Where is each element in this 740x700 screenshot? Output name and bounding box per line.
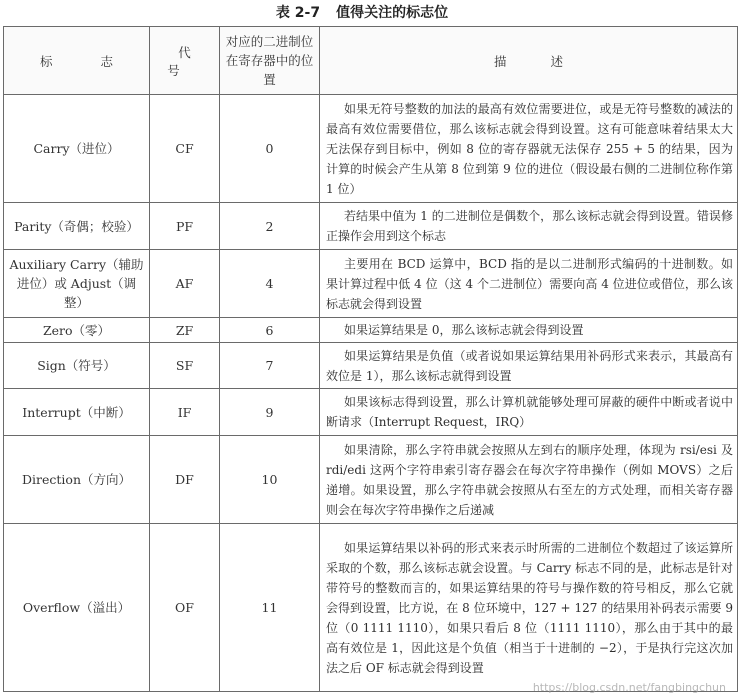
- flag-name: Sign（符号）: [4, 343, 150, 389]
- flag-code: PF: [150, 203, 220, 250]
- flag-position: 2: [220, 203, 320, 250]
- table-row: [4, 95, 738, 203]
- header-name: 标 志: [4, 27, 150, 95]
- flag-description: 如果无符号整数的加法的最高有效位需要进位，或是无符号整数的减法的最高有效位需要借位，那么该标志就会得到设置。这有可能意味着结果太大无法保存到目标中，例如 8 位的寄存器就无法保存 255 + 5 的结果，因为计算的时候会产生从第 8 位到第 9 位的进位（假设最右侧的二进制位称作第 1 位）: [320, 95, 738, 203]
- flag-name: Zero（零）: [4, 318, 150, 343]
- table-row: [4, 389, 738, 436]
- flag-position: 11: [220, 524, 320, 692]
- table-row: [4, 318, 738, 343]
- header-code: 代 号: [150, 27, 220, 95]
- flag-description: 如果运算结果以补码的形式来表示时所需的二进制位个数超过了该运算所采取的个数，那么该标志就会设置。与 Carry 标志不同的是，此标志是针对带符号的整数而言的，如果运算结果的符号与操作数的符号相反，那么它就会得到设置，比方说，在 8 位环境中，127 + 127 的结果用补码表示需要 9 位（0 1111 1110），如果只看后 8 位（1111 1110），那么由于其中的最高有效位是 1，因此这是个负值（相当于十进制的 −2），于是执行完这次加法之后 OF 标志就会得到设置: [320, 524, 738, 692]
- flag-code: OF: [150, 524, 220, 692]
- flag-code: AF: [150, 250, 220, 318]
- table-number: 表 2-7: [275, 5, 321, 21]
- flag-position: 10: [220, 436, 320, 524]
- flag-name: Parity（奇偶；校验）: [4, 203, 150, 250]
- table-title: 值得关注的标志位: [336, 5, 449, 21]
- table-row: [4, 343, 738, 389]
- flag-description: 如果运算结果是 0，那么该标志就会得到设置: [320, 318, 738, 343]
- flag-description: 如果该标志得到设置，那么计算机就能够处理可屏蔽的硬件中断或者说中断请求（Interrupt Request，IRQ）: [320, 389, 738, 436]
- table-row: [4, 203, 738, 250]
- flag-position: 0: [220, 95, 320, 203]
- flag-name: Carry（进位）: [4, 95, 150, 203]
- flag-name: Overflow（溢出）: [4, 524, 150, 692]
- flag-name: Direction（方向）: [4, 436, 150, 524]
- flag-position: 6: [220, 318, 320, 343]
- flag-code: IF: [150, 389, 220, 436]
- flag-position: 9: [220, 389, 320, 436]
- table-caption: [0, 0, 740, 26]
- flag-name: Interrupt（中断）: [4, 389, 150, 436]
- flags-table: [3, 26, 738, 692]
- flag-code: ZF: [150, 318, 220, 343]
- table-row: [4, 250, 738, 318]
- flag-code: DF: [150, 436, 220, 524]
- flag-name: Auxiliary Carry（辅助进位）或 Adjust（调整）: [4, 250, 150, 318]
- flag-position: 7: [220, 343, 320, 389]
- flag-description: 如果清除，那么字符串就会按照从左到右的顺序处理，体现为 rsi/esi 及 rdi/edi 这两个字符串索引寄存器会在每次字符串操作（例如 MOVS）之后递增。如果设置，那么字符串就会按照从右至左的方式处理，而相关寄存器则会在每次字符串操作之后递减: [320, 436, 738, 524]
- flag-code: SF: [150, 343, 220, 389]
- watermark: https://blog.csdn.net/fangbingchun: [532, 681, 726, 694]
- flag-description: 若结果中值为 1 的二进制位是偶数个，那么该标志就会得到设置。错误修正操作会用到这个标志: [320, 203, 738, 250]
- flag-description: 如果运算结果是负值（或者说如果运算结果用补码形式来表示，其最高有效位是 1），那么该标志就得到设置: [320, 343, 738, 389]
- flag-position: 4: [220, 250, 320, 318]
- flag-description: 主要用在 BCD 运算中，BCD 指的是以二进制形式编码的十进制数。如果计算过程中低 4 位（这 4 个二进制位）需要向高 4 位进位或借位，那么该标志就会得到设置: [320, 250, 738, 318]
- table-row: [4, 436, 738, 524]
- flag-code: CF: [150, 95, 220, 203]
- table-row: [4, 524, 738, 692]
- header-row: [4, 27, 738, 95]
- header-position: 对应的二进制位在寄存器中的位置: [220, 27, 320, 95]
- header-description: 描 述: [320, 27, 738, 95]
